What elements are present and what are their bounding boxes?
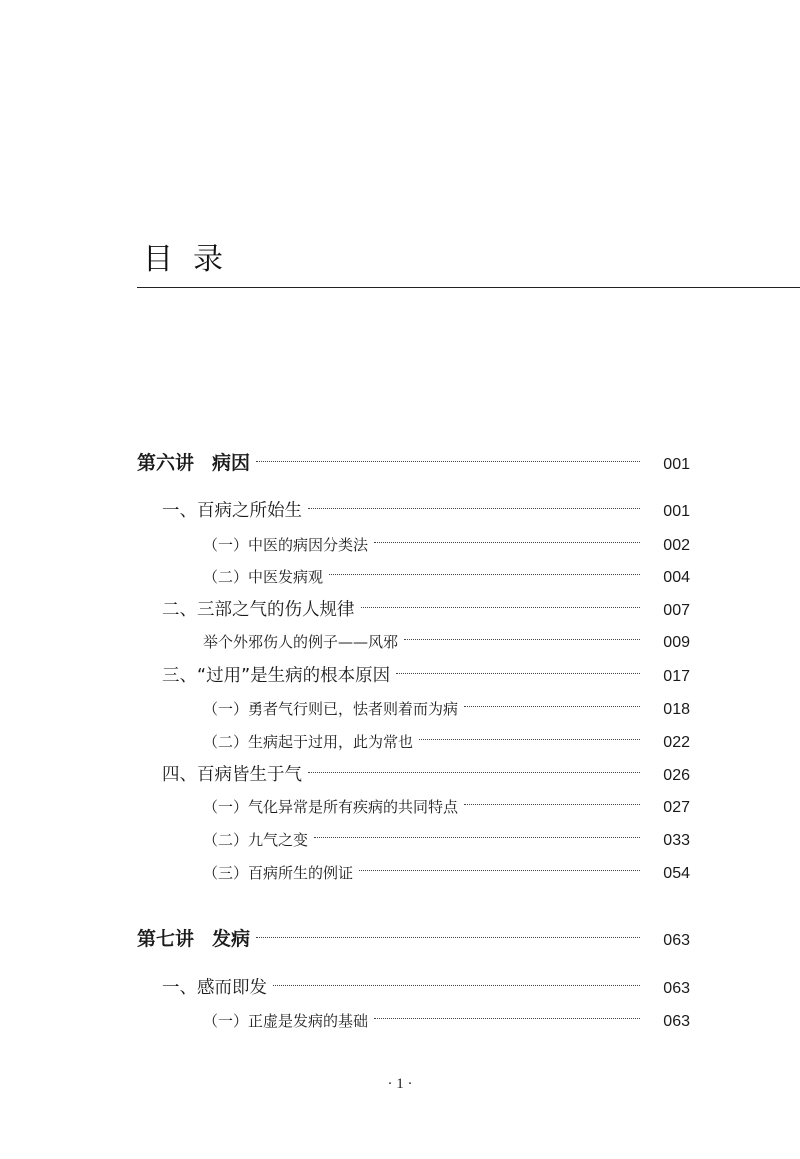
- dot-leader: [374, 542, 640, 543]
- toc-page-number: 018: [663, 701, 690, 718]
- toc-page-number: 017: [663, 668, 690, 685]
- toc-entry-title: （三）百病所生的例证: [203, 864, 354, 882]
- dot-leader: [308, 772, 640, 773]
- toc-entry-title: 二、三部之气的伤人规律: [162, 600, 355, 620]
- toc-entry-title: （二）九气之变: [203, 831, 309, 849]
- toc-section-entry[interactable]: [162, 973, 690, 1003]
- toc-section-entry[interactable]: [162, 496, 690, 526]
- toc-page-number: 063: [663, 980, 690, 997]
- toc-subsection-entry[interactable]: [203, 825, 690, 855]
- toc-page-number: 054: [663, 865, 690, 882]
- toc-entry-title: 举个外邪伤人的例子——风邪: [203, 633, 399, 651]
- chapter-number: 第六讲: [137, 452, 195, 474]
- toc-chapter-entry[interactable]: [137, 924, 690, 954]
- toc-entry-title: （一）气化异常是所有疾病的共同特点: [203, 798, 459, 816]
- chapter-title: 发病: [212, 928, 251, 950]
- toc-page-number: 026: [663, 767, 690, 784]
- dot-leader: [308, 508, 640, 509]
- toc-entry-title: （一）正虚是发病的基础: [203, 1012, 369, 1030]
- chapter-title: 病因: [212, 452, 251, 474]
- toc-entry-title: （二）中医发病观: [203, 568, 324, 586]
- toc-subsection-entry[interactable]: [203, 1006, 690, 1036]
- dot-leader: [256, 461, 640, 462]
- toc-page-number: 033: [663, 832, 690, 849]
- toc-page-number: 009: [663, 634, 690, 651]
- toc-chapter-entry[interactable]: [137, 448, 690, 478]
- toc-entry-title: （一）中医的病因分类法: [203, 536, 369, 554]
- toc-subsection-entry[interactable]: [203, 858, 690, 888]
- toc-entry-title: （二）生病起于过用，此为常也: [203, 733, 414, 751]
- toc-page-number: 001: [663, 503, 690, 520]
- page-number: · 1 ·: [387, 1076, 413, 1092]
- toc-subsection-entry[interactable]: [203, 627, 690, 657]
- toc-entry-title: 一、感而即发: [162, 978, 267, 998]
- toc-entry-title: 一、百病之所始生: [162, 501, 302, 521]
- chapter-number: 第七讲: [137, 928, 195, 950]
- dot-leader: [256, 937, 640, 938]
- dot-leader: [359, 870, 640, 871]
- dot-leader: [464, 706, 640, 707]
- toc-page-number: 027: [663, 799, 690, 816]
- toc-section-entry[interactable]: [162, 760, 690, 790]
- toc-subsection-entry[interactable]: [203, 792, 690, 822]
- toc-subsection-entry[interactable]: [203, 727, 690, 757]
- toc-entry-title: 四、百病皆生于气: [162, 765, 302, 785]
- dot-leader: [361, 607, 641, 608]
- dot-leader: [464, 804, 640, 805]
- dot-leader: [329, 574, 640, 575]
- toc-section-entry[interactable]: [162, 661, 690, 691]
- toc-page-number: 063: [663, 932, 690, 949]
- toc-entry-title: （一）勇者气行则已，怯者则着而为病: [203, 700, 459, 718]
- toc-page-number: 007: [663, 602, 690, 619]
- dot-leader: [273, 985, 640, 986]
- toc-entry-title: [137, 448, 250, 478]
- toc-page-number: 063: [663, 1013, 690, 1030]
- toc-subsection-entry[interactable]: [203, 562, 690, 592]
- toc-subsection-entry[interactable]: [203, 530, 690, 560]
- dot-leader: [396, 673, 640, 674]
- toc-page-number: 002: [663, 537, 690, 554]
- dot-leader: [419, 739, 640, 740]
- toc-section-entry[interactable]: [162, 595, 690, 625]
- toc-page-number: 004: [663, 569, 690, 586]
- dot-leader: [374, 1018, 640, 1019]
- toc-page-number: 022: [663, 734, 690, 751]
- dot-leader: [314, 837, 640, 838]
- toc-entry-title: 三、“过用”是生病的根本原因: [162, 666, 391, 686]
- toc-page-number: 001: [663, 456, 690, 473]
- toc-subsection-entry[interactable]: [203, 694, 690, 724]
- page-title: 目录: [143, 242, 243, 277]
- toc-entry-title: [137, 924, 250, 954]
- dot-leader: [404, 639, 640, 640]
